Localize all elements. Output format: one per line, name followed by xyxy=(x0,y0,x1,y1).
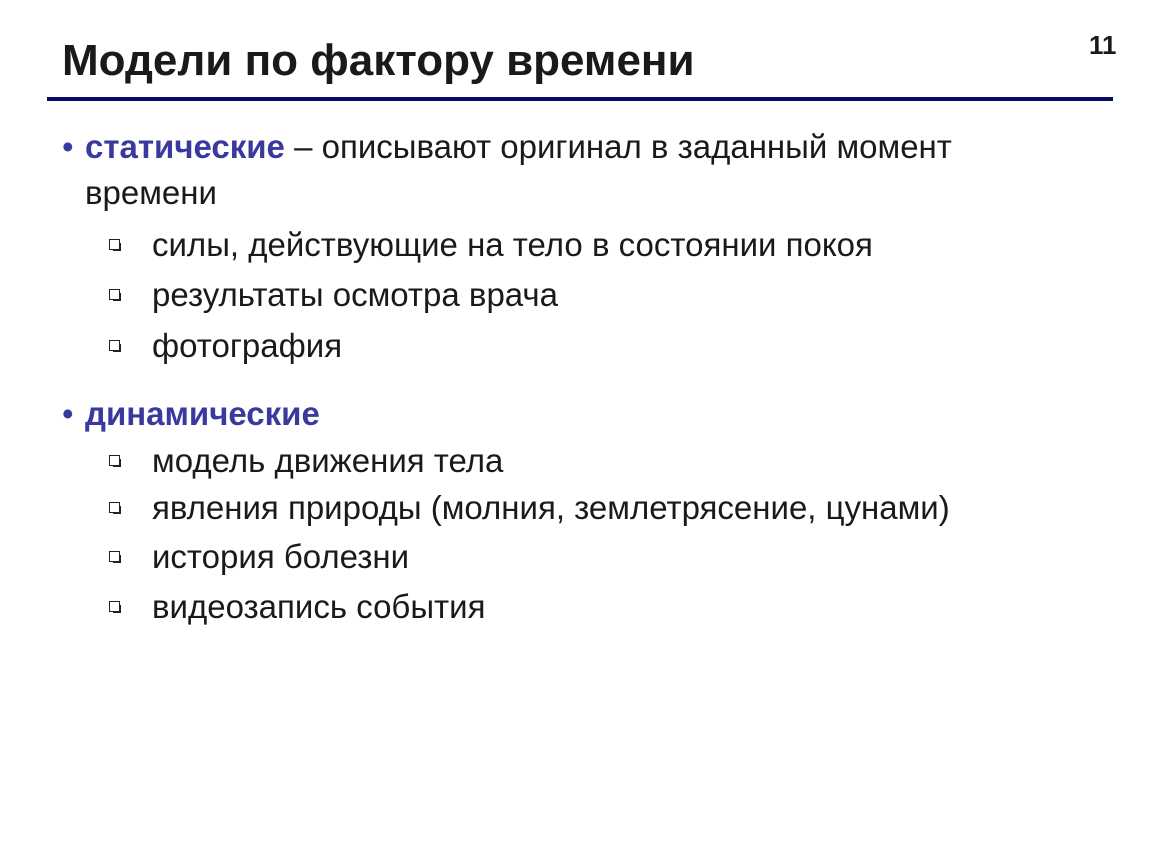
sub-item-text: фотография xyxy=(152,327,343,364)
bullet-dynamic-text xyxy=(85,391,1062,437)
bullet-dot-icon: • xyxy=(62,395,74,432)
square-bullet-icon xyxy=(109,239,120,250)
sub-item-text: явления природы (молния, землетрясение, цунами) xyxy=(152,489,950,526)
page-number: 11 xyxy=(1089,30,1117,60)
square-bullet-icon xyxy=(109,551,120,562)
bullet-static-text xyxy=(85,124,1062,216)
sub-item-text: результаты осмотра врача xyxy=(152,276,558,313)
keyword-dynamic: динамические xyxy=(85,395,320,432)
sub-item-text: история болезни xyxy=(152,538,410,575)
square-bullet-icon xyxy=(109,601,120,612)
sub-item-text: видеозапись события xyxy=(152,588,486,625)
bullet-dynamic xyxy=(62,391,1062,437)
slide-title: Модели по фактору времени xyxy=(62,36,695,85)
static-description: – описывают оригинал в заданный момент времени xyxy=(85,128,952,211)
square-bullet-icon xyxy=(109,502,120,513)
keyword-static: статические xyxy=(85,128,285,165)
sub-item-text: силы, действующие на тело в состоянии покоя xyxy=(152,226,873,263)
bullet-dot-icon: • xyxy=(62,128,74,165)
square-bullet-icon xyxy=(109,340,120,351)
square-bullet-icon xyxy=(109,289,120,300)
square-bullet-icon xyxy=(109,455,120,466)
title-divider xyxy=(47,97,1113,101)
sub-item-text: модель движения тела xyxy=(152,442,504,479)
bullet-static xyxy=(62,124,1062,216)
